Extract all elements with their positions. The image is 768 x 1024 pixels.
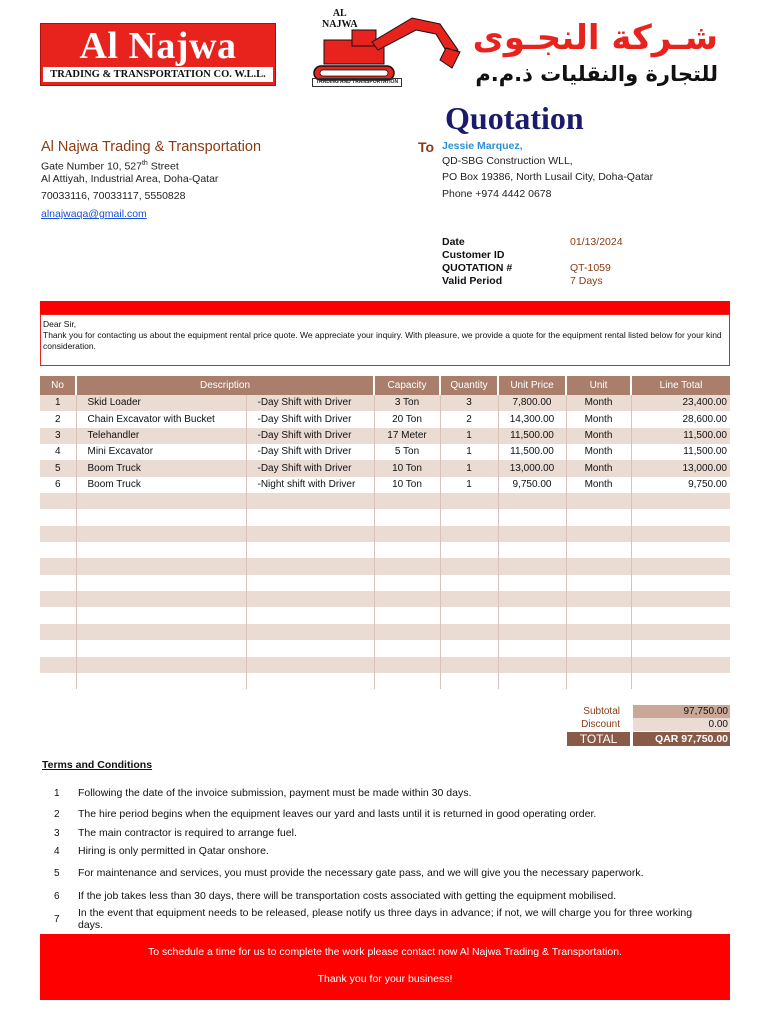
cell-item	[76, 575, 246, 591]
cell-total: 13,000.00	[631, 460, 730, 476]
cell-no: 6	[40, 477, 76, 493]
cell-capacity	[374, 607, 440, 623]
cell-item	[76, 624, 246, 640]
cell-no	[40, 591, 76, 607]
terms-title: Terms and Conditions	[42, 759, 153, 771]
term-number: 2	[54, 809, 60, 820]
table-row	[40, 657, 730, 673]
document-title: Quotation	[445, 100, 584, 136]
cell-capacity	[374, 624, 440, 640]
header-unit-price: Unit Price	[498, 376, 566, 395]
table-row	[40, 444, 730, 460]
cell-capacity: 10 Ton	[374, 460, 440, 476]
cell-shift: -Day Shift with Driver	[246, 395, 374, 411]
recipient-name: Jessie Marquez,	[442, 140, 523, 152]
mini-logo-top: AL	[332, 8, 347, 19]
company-name: Al Najwa Trading & Transportation	[41, 139, 262, 155]
term-text: In the event that equipment needs to be released, please notify us three days in advance; if not, we will charge you for three working days.	[78, 907, 693, 931]
header-quantity: Quantity	[440, 376, 498, 395]
cell-total: 28,600.00	[631, 411, 730, 427]
cell-total: 9,750.00	[631, 477, 730, 493]
cell-capacity	[374, 657, 440, 673]
header-no: No	[40, 376, 76, 395]
total-label: TOTAL	[567, 732, 630, 746]
cell-total	[631, 526, 730, 542]
cell-no: 5	[40, 460, 76, 476]
table-row	[40, 395, 730, 411]
cell-unit	[566, 673, 631, 689]
footer-banner	[40, 934, 730, 1000]
table-row	[40, 575, 730, 591]
company-phones: 70033116, 70033117, 5550828	[41, 190, 186, 202]
cell-shift: -Night shift with Driver	[246, 477, 374, 493]
subtotal-value: 97,750.00	[633, 705, 730, 718]
cell-unit	[566, 542, 631, 558]
cell-price: 11,500.00	[498, 428, 566, 444]
term-text: The hire period begins when the equipment leaves our yard and lasts until it is returned in good operating order.	[78, 808, 597, 820]
cell-capacity: 3 Ton	[374, 395, 440, 411]
cell-qty	[440, 640, 498, 656]
header-capacity: Capacity	[374, 376, 440, 395]
quotation-number-value: QT-1059	[570, 262, 611, 274]
term-text: If the job takes less than 30 days, there will be transportation costs associated with getting the equipment mobilised.	[78, 890, 617, 902]
cell-qty	[440, 624, 498, 640]
cell-no	[40, 607, 76, 623]
table-row	[40, 624, 730, 640]
recipient-company: QD-SBG Construction WLL,	[442, 155, 573, 167]
cell-no	[40, 526, 76, 542]
cell-item	[76, 657, 246, 673]
cell-item	[76, 591, 246, 607]
company-address-line1: Gate Number 10, 527th Street	[41, 160, 179, 173]
table-row	[40, 640, 730, 656]
cell-qty	[440, 493, 498, 509]
cell-total	[631, 624, 730, 640]
table-row	[40, 411, 730, 427]
cell-price	[498, 657, 566, 673]
cell-qty	[440, 509, 498, 525]
cell-unit	[566, 526, 631, 542]
cell-item	[76, 558, 246, 574]
cell-shift	[246, 575, 374, 591]
cover-letter	[40, 314, 730, 366]
cell-unit	[566, 493, 631, 509]
cell-item	[76, 607, 246, 623]
cell-capacity: 5 Ton	[374, 444, 440, 460]
cell-shift	[246, 607, 374, 623]
cell-item	[76, 509, 246, 525]
table-row	[40, 558, 730, 574]
footer-contact-text: To schedule a time for us to complete the work please contact now Al Najwa Trading & Transportation.	[148, 946, 622, 958]
company-logo	[40, 23, 276, 86]
cell-no: 2	[40, 411, 76, 427]
cell-shift	[246, 493, 374, 509]
cell-unit	[566, 558, 631, 574]
term-number: 6	[54, 891, 60, 902]
cell-capacity: 10 Ton	[374, 477, 440, 493]
letter-body: Thank you for contacting us about the equipment rental price quote. We appreciate your inquiry. With pleasure, we provide a quote for the equipment rental listed below for your kind consideration.	[43, 330, 722, 351]
cell-unit	[566, 624, 631, 640]
cell-price	[498, 509, 566, 525]
cell-no	[40, 558, 76, 574]
cell-price: 9,750.00	[498, 477, 566, 493]
cell-total	[631, 558, 730, 574]
cell-shift	[246, 673, 374, 689]
cell-qty	[440, 591, 498, 607]
cell-unit	[566, 591, 631, 607]
cell-no	[40, 673, 76, 689]
cell-total	[631, 591, 730, 607]
cell-unit	[566, 640, 631, 656]
table-row	[40, 428, 730, 444]
discount-label: Discount	[581, 719, 620, 730]
cell-item	[76, 493, 246, 509]
cell-shift: -Day Shift with Driver	[246, 428, 374, 444]
table-row	[40, 477, 730, 493]
total-value: QAR 97,750.00	[633, 732, 730, 746]
section-divider	[40, 301, 730, 314]
logo-subtitle: TRADING & TRANSPORTATION CO. W.L.L.	[43, 67, 273, 82]
cell-capacity	[374, 526, 440, 542]
header-line-total: Line Total	[631, 376, 730, 395]
term-number: 7	[54, 914, 60, 925]
term-text: The main contractor is required to arrange fuel.	[78, 827, 297, 839]
cell-item	[76, 542, 246, 558]
cell-unit	[566, 575, 631, 591]
cell-shift	[246, 624, 374, 640]
term-number: 5	[54, 868, 60, 879]
cell-unit	[566, 657, 631, 673]
items-table	[40, 376, 730, 689]
cell-shift: -Day Shift with Driver	[246, 460, 374, 476]
cell-no	[40, 493, 76, 509]
logo-title: Al Najwa	[79, 25, 237, 67]
term-text: For maintenance and services, you must provide the necessary gate pass, and we will give you the necessary paperwork.	[78, 867, 644, 879]
cell-capacity	[374, 542, 440, 558]
cell-price: 7,800.00	[498, 395, 566, 411]
cell-qty	[440, 542, 498, 558]
cell-shift	[246, 558, 374, 574]
cell-qty	[440, 558, 498, 574]
quotation-number-label: QUOTATION #	[442, 262, 513, 274]
cell-shift	[246, 526, 374, 542]
cell-unit	[566, 607, 631, 623]
to-label: To	[418, 139, 435, 155]
table-row	[40, 591, 730, 607]
cell-qty: 1	[440, 444, 498, 460]
cell-price	[498, 542, 566, 558]
cell-shift: -Day Shift with Driver	[246, 411, 374, 427]
cell-unit: Month	[566, 444, 631, 460]
cell-no: 1	[40, 395, 76, 411]
cell-qty	[440, 575, 498, 591]
cell-qty	[440, 526, 498, 542]
cell-price: 13,000.00	[498, 460, 566, 476]
date-value: 01/13/2024	[570, 236, 623, 248]
arabic-company-subtitle: للتجارة والنقليات ذ.م.م	[475, 62, 718, 86]
cell-no	[40, 657, 76, 673]
cell-total: 23,400.00	[631, 395, 730, 411]
cell-unit: Month	[566, 395, 631, 411]
cell-capacity	[374, 558, 440, 574]
cell-no	[40, 509, 76, 525]
letter-greeting: Dear Sir,	[43, 319, 77, 329]
footer-thanks-text: Thank you for your business!	[317, 973, 453, 985]
valid-period-label: Valid Period	[442, 275, 503, 287]
cell-capacity: 20 Ton	[374, 411, 440, 427]
term-number: 1	[54, 788, 60, 799]
cell-item	[76, 673, 246, 689]
mini-logo-caption: TRADING AND TRANSPORTATION	[312, 78, 402, 87]
term-text: Hiring is only permitted in Qatar onshore.	[78, 845, 269, 857]
cell-item	[76, 526, 246, 542]
cell-total	[631, 493, 730, 509]
cell-qty	[440, 657, 498, 673]
term-number: 3	[54, 828, 60, 839]
arabic-company-name: شـركة النجـوى	[472, 18, 718, 58]
cell-item: Boom Truck	[76, 477, 246, 493]
cell-no: 4	[40, 444, 76, 460]
cell-total	[631, 542, 730, 558]
cell-shift	[246, 657, 374, 673]
cell-shift	[246, 542, 374, 558]
cell-unit: Month	[566, 411, 631, 427]
company-address-line2: Al Attiyah, Industrial Area, Doha-Qatar	[41, 173, 219, 185]
cell-item: Skid Loader	[76, 395, 246, 411]
cell-no	[40, 640, 76, 656]
recipient-address: PO Box 19386, North Lusail City, Doha-Qatar	[442, 171, 654, 183]
cell-total: 11,500.00	[631, 428, 730, 444]
cell-price	[498, 558, 566, 574]
cell-price	[498, 575, 566, 591]
cell-capacity	[374, 509, 440, 525]
cell-item: Chain Excavator with Bucket	[76, 411, 246, 427]
table-row	[40, 673, 730, 689]
term-text: Following the date of the invoice submission, payment must be made within 30 days.	[78, 787, 472, 799]
cell-total	[631, 640, 730, 656]
cell-total	[631, 673, 730, 689]
cell-unit	[566, 509, 631, 525]
cell-unit: Month	[566, 428, 631, 444]
cell-qty	[440, 673, 498, 689]
cell-shift	[246, 509, 374, 525]
cell-no	[40, 542, 76, 558]
cell-total: 11,500.00	[631, 444, 730, 460]
header-unit: Unit	[566, 376, 631, 395]
cell-capacity	[374, 493, 440, 509]
cell-item: Telehandler	[76, 428, 246, 444]
cell-capacity	[374, 575, 440, 591]
table-row	[40, 542, 730, 558]
cell-price	[498, 493, 566, 509]
cell-total	[631, 657, 730, 673]
cell-price	[498, 673, 566, 689]
cell-total	[631, 509, 730, 525]
recipient-phone: Phone +974 4442 0678	[442, 188, 552, 200]
subtotal-label: Subtotal	[583, 706, 620, 717]
table-header-row	[40, 376, 730, 395]
cell-qty: 2	[440, 411, 498, 427]
table-row	[40, 509, 730, 525]
table-row	[40, 493, 730, 509]
cell-capacity: 17 Meter	[374, 428, 440, 444]
cell-unit: Month	[566, 460, 631, 476]
term-number: 4	[54, 846, 60, 857]
cell-no	[40, 624, 76, 640]
valid-period-value: 7 Days	[570, 275, 603, 287]
cell-capacity	[374, 640, 440, 656]
cell-qty: 1	[440, 460, 498, 476]
discount-value: 0.00	[633, 718, 730, 731]
cell-unit: Month	[566, 477, 631, 493]
cell-price	[498, 591, 566, 607]
cell-price	[498, 607, 566, 623]
cell-total	[631, 607, 730, 623]
cell-capacity	[374, 673, 440, 689]
cell-price	[498, 526, 566, 542]
cell-qty: 3	[440, 395, 498, 411]
customer-id-label: Customer ID	[442, 249, 505, 261]
header-description: Description	[76, 376, 374, 395]
cell-price	[498, 640, 566, 656]
table-row	[40, 526, 730, 542]
cell-price	[498, 624, 566, 640]
company-email-link[interactable]: alnajwaqa@gmail.com	[41, 208, 147, 220]
mini-logo-bottom: NAJWA	[322, 19, 358, 30]
date-label: Date	[442, 236, 465, 248]
table-row	[40, 607, 730, 623]
cell-item: Boom Truck	[76, 460, 246, 476]
cell-no: 3	[40, 428, 76, 444]
cell-capacity	[374, 591, 440, 607]
cell-shift	[246, 640, 374, 656]
cell-price: 14,300.00	[498, 411, 566, 427]
table-row	[40, 460, 730, 476]
cell-qty: 1	[440, 477, 498, 493]
cell-qty	[440, 607, 498, 623]
cell-shift: -Day Shift with Driver	[246, 444, 374, 460]
cell-item: Mini Excavator	[76, 444, 246, 460]
cell-no	[40, 575, 76, 591]
cell-price: 11,500.00	[498, 444, 566, 460]
cell-total	[631, 575, 730, 591]
cell-qty: 1	[440, 428, 498, 444]
cell-item	[76, 640, 246, 656]
mini-logo-text	[322, 8, 358, 30]
cell-shift	[246, 591, 374, 607]
